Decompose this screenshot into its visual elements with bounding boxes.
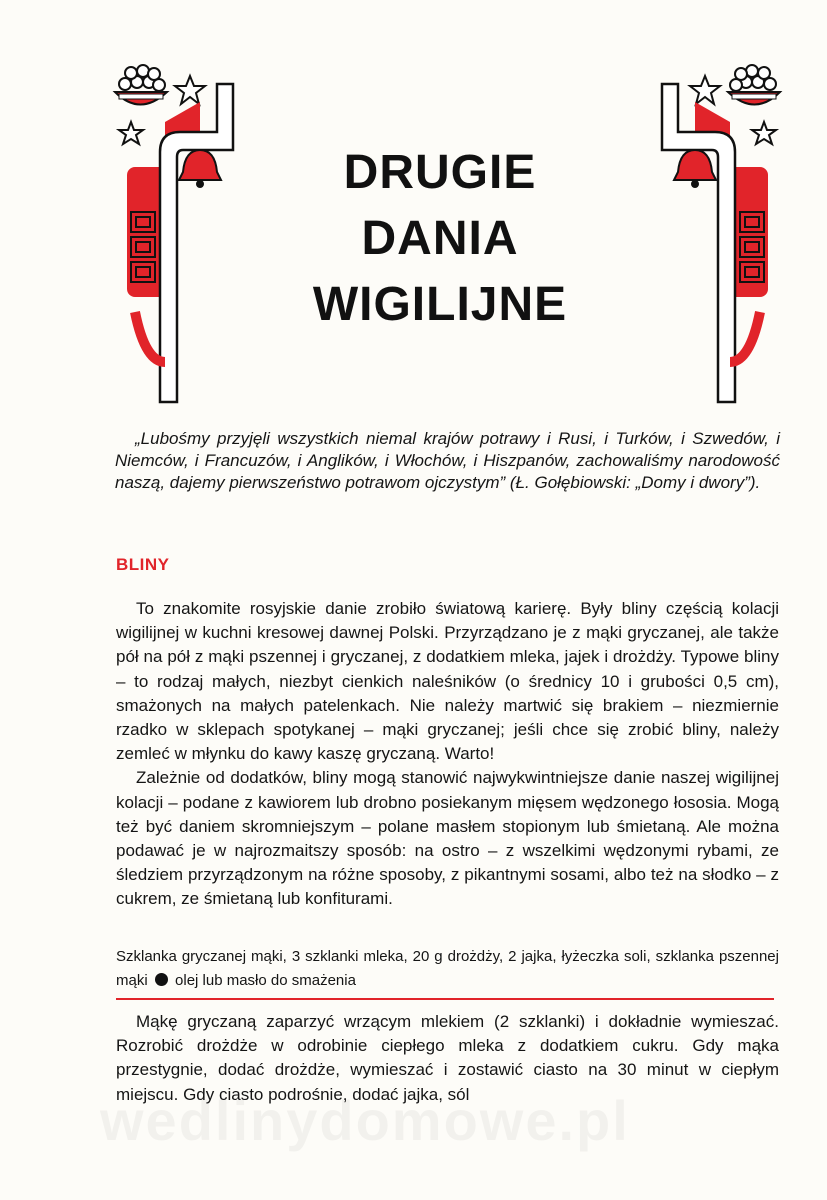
title-line-2: DANIA <box>361 212 519 265</box>
basket-icon <box>115 65 167 105</box>
ingredients-part-1: Szklanka gryczanej mąki, 3 szklanki mleka, 20 g drożdży, 2 jajka, łyżeczka soli, szklanka pszennej mąki <box>116 948 779 989</box>
divider <box>116 998 774 1000</box>
basket-icon <box>728 65 780 105</box>
paragraph: To znakomite rosyjskie danie zrobiło światową karierę. Były bliny częścią kolacji wigilijnej w kuchni kresowej dawnej Polski. Przyrządzano je z mąki gryczanej, ale także pół na pół z mąki pszennej i gryczanej, z dodatkiem mleka, jajek i drożdży. Typowe bliny – to rodzaj małych, niezbyt cienkich naleśników (o średnicy 10 i grubości 0,5 cm), smażonych na małych patelenkach. Nie należy martwić się brakiem – niezmiernie rzadko w sklepach spotykanej – mąki gryczanej; jeśli chce się zrobić bliny, należy zemleć w młynku do kawy kaszę gryczaną. Warto! <box>116 599 779 764</box>
page-title <box>250 140 630 338</box>
watermark <box>100 1088 630 1153</box>
intro-text <box>116 597 779 912</box>
ingredients-list <box>116 945 779 993</box>
title-line-3: WIGILIJNE <box>312 278 568 331</box>
paragraph: Mąkę gryczaną zaparzyć wrzącym mlekiem (2 szklanki) i dokładnie wymieszać. Rozrobić drożdże w odrobinie ciepłego mleka z dodatkiem cukru. Gdy mąka przestygnie, dodać drożdże, wymieszać i zostawić ciasto na 30 minut w ciepłym miejscu. Gdy ciasto podrośnie, dodać jajka, sól <box>116 1012 779 1104</box>
epigraph-quote: „Lubośmy przyjęli wszystkich niemal krajów potrawy i Rusi, i Turków, i Szwedów, i Niemców, i Francuzów, i Anglików, i Włochów, i Hiszpanów, zachowaliśmy narodowość naszą, dajemy pierwszeństwo potrawom ojczystym” (Ł. Gołębiowski: „Domy i dwory”). <box>115 429 780 492</box>
paragraph: Zależnie od dodatków, bliny mogą stanowić najwykwintniejsze danie naszej wigilijnej kolacji – podane z kawiorem lub drobno posiekanym mięsem wędzonego łososia. Mogą też być daniem skromniejszym – polane masłem stopionym lub śmietaną. Ale można podawać je w najrozmaitszy sposób: na ostro – z wszelkimi wędzonymi rybami, ze śledziem przyrządzonym na różne sposoby, z pikantnymi sosami, albo też na słodko – z cukrem, ze śmietaną lub konfiturami. <box>116 768 779 909</box>
bullet-icon <box>155 973 168 986</box>
bell-icon <box>179 150 221 188</box>
title-line-1: DRUGIE <box>343 146 537 199</box>
ingredients-part-2: olej lub masło do smażenia <box>175 972 356 989</box>
bell-icon <box>674 150 716 188</box>
section-title: BLINY <box>116 555 170 574</box>
right-ornament-border <box>620 62 790 407</box>
